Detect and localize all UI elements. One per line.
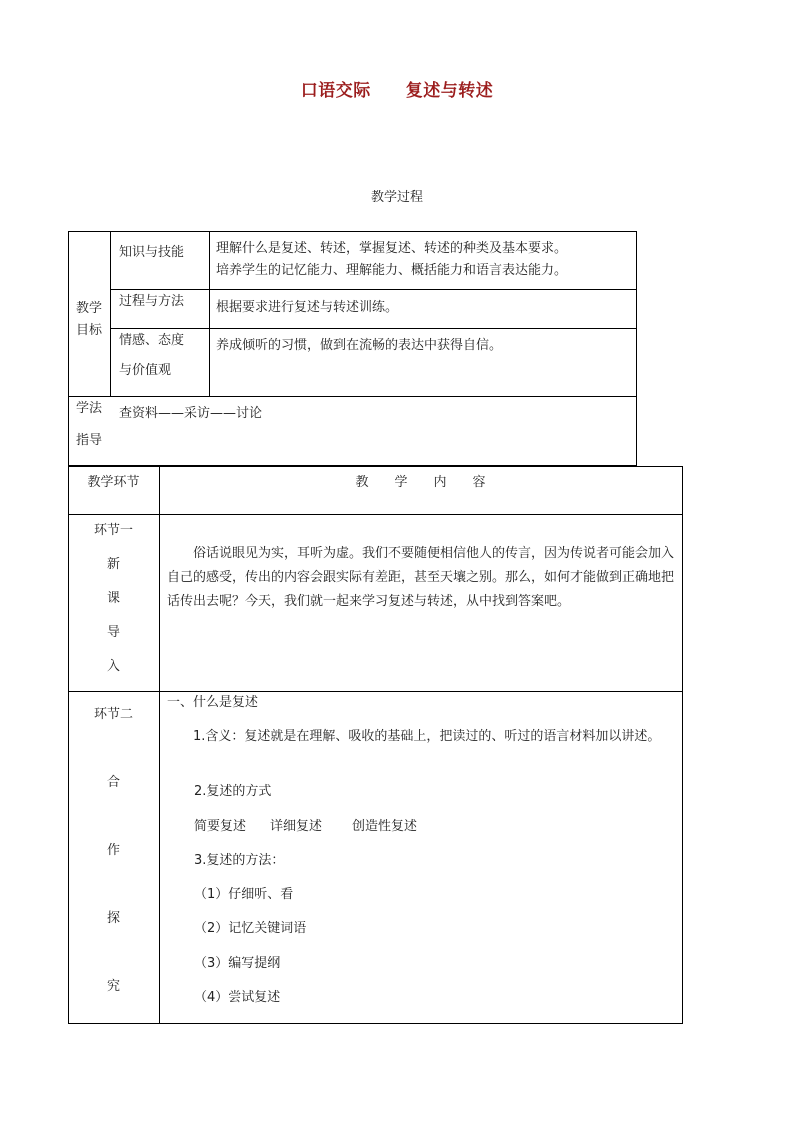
section2-char: 作	[106, 843, 120, 858]
section2-definition: 1.含义：复述就是在理解、吸收的基础上，把读过的、听过的语言材料加以讲述。	[193, 729, 661, 744]
section2-char: 合	[106, 775, 120, 790]
method-item: （3）编写提纲	[194, 956, 281, 971]
section2-char: 究	[106, 979, 120, 994]
goal-content-emotion: 养成倾听的习惯，做到在流畅的表达中获得自信。	[216, 338, 503, 353]
section1-label: 环节一 新 课 导 入	[93, 523, 133, 674]
method-item: （2）记忆关键词语	[194, 921, 307, 936]
section2-name: 环节二	[93, 707, 133, 722]
goal-label-knowledge: 知识与技能	[119, 245, 185, 260]
goal-label-process: 过程与方法	[119, 294, 185, 309]
process-col1-header: 教学环节	[87, 475, 140, 490]
method-item: （4）尝试复述	[194, 990, 281, 1005]
process-col2-header: 教 学 内 容	[355, 475, 486, 490]
goal-content-knowledge: 理解什么是复述、转述，掌握复述、转述的种类及基本要求。 培养学生的记忆能力、理解能力、概括能力和语言表达能力。	[216, 241, 568, 278]
section2-methods-title: 3.复述的方法：	[194, 853, 285, 868]
goals-header: 教学 目标	[75, 301, 102, 338]
goal-label-emotion: 情感、态度 与价值观	[119, 333, 185, 378]
document-title: 口语交际 复述与转述	[300, 81, 494, 101]
section1-paragraph: 俗话说眼见为实，耳听为虚。我们不要随便相信他人的传言，因为传说者可能会加入自己的感受，传出的内容会跟实际有差距，甚至天壤之别。那么，如何才能做到正确地把话传出去呢？今天，我们就一起来学习复述与转述，从中找到答案吧。	[167, 546, 675, 609]
section-subtitle: 教学过程	[370, 190, 423, 205]
section2-heading: 一、什么是复述	[167, 695, 259, 710]
goal-content-process: 根据要求进行复述与转述训练。	[216, 300, 399, 315]
method-item: （1）仔细听、看	[194, 887, 294, 902]
section2-ways: 简要复述 详细复述 创造性复述	[194, 819, 418, 834]
method-content: 查资料——采访——讨论	[119, 406, 263, 421]
section2-ways-title: 2.复述的方式	[194, 784, 272, 799]
method-label: 学法 指导	[75, 401, 102, 448]
section2-char: 探	[106, 911, 120, 926]
